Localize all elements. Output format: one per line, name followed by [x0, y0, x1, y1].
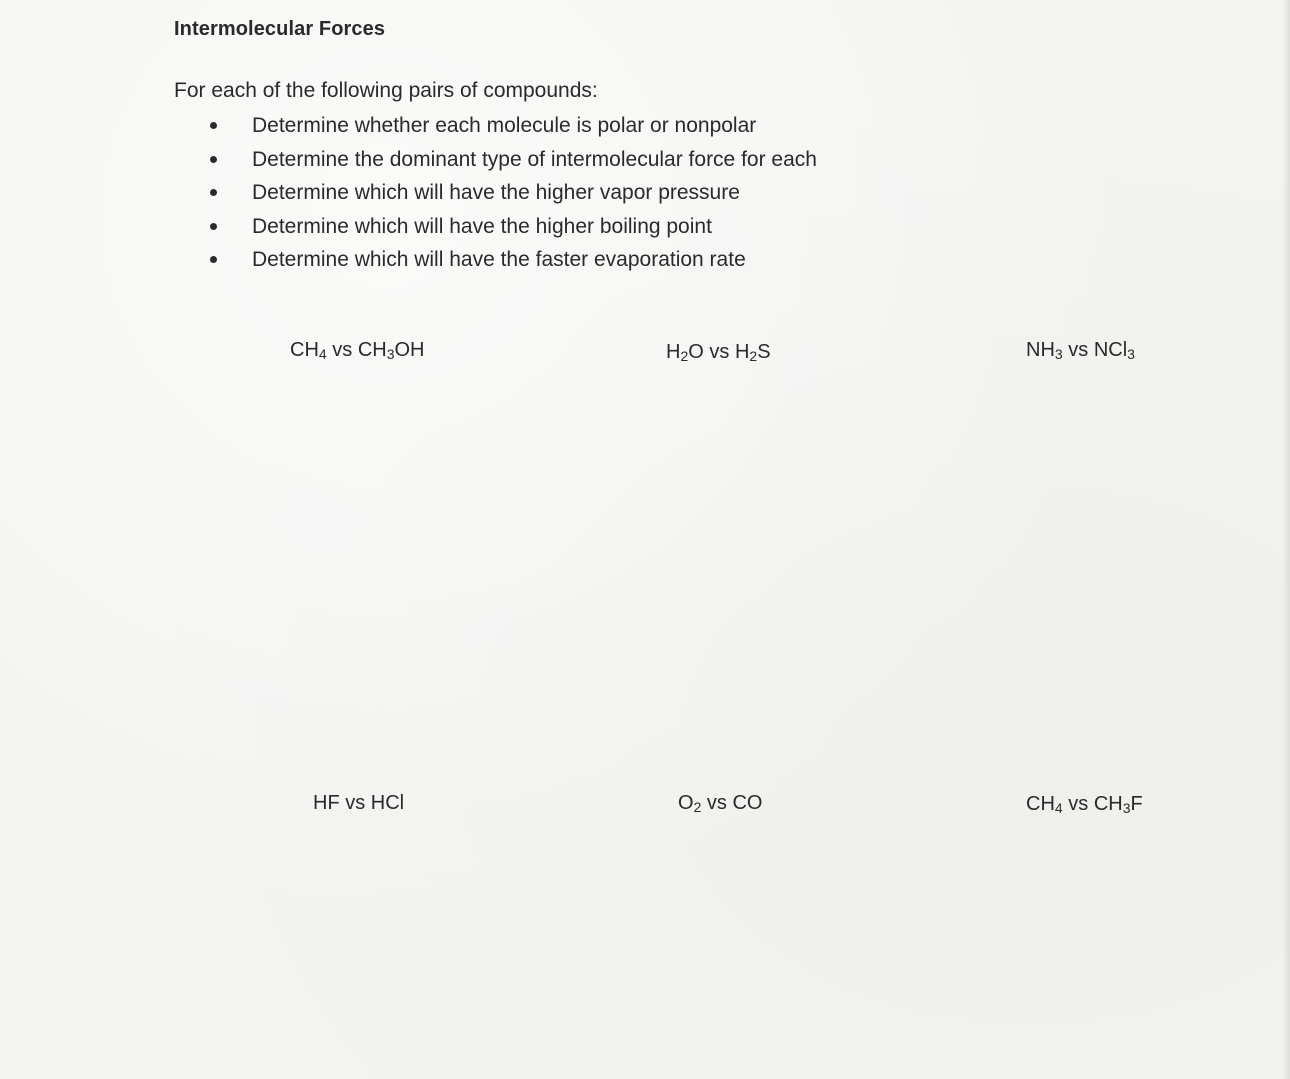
formula-a: [678, 792, 701, 814]
formula-subscript: 2: [693, 799, 702, 815]
bullet-icon: [210, 223, 217, 230]
formula-text: O: [688, 341, 704, 363]
page-edge-shadow: [1282, 0, 1290, 1079]
formula-subscript: 2: [680, 348, 689, 364]
formula-a: [666, 341, 704, 363]
compound-pair-ch4-ch3oh: [290, 339, 425, 362]
bullet-icon: [210, 189, 217, 196]
formula-text: O: [678, 792, 694, 814]
instruction-text: Determine which will have the faster evaporation rate: [252, 248, 746, 271]
vs-label: vs: [703, 341, 735, 363]
instruction-text: Determine which will have the higher vapor pressure: [252, 181, 740, 204]
compound-pair-hf-hcl: [313, 792, 404, 815]
formula-subscript: 4: [318, 346, 327, 362]
formula-text: S: [757, 341, 771, 363]
formula-subscript: 4: [1054, 800, 1063, 816]
bullet-icon: [210, 122, 217, 129]
formula-text: CH: [1026, 793, 1055, 815]
formula-text: NCl: [1093, 339, 1128, 361]
formula-text: CH: [290, 339, 319, 361]
formula-b: [732, 792, 762, 814]
compound-pair-h2o-h2s: [666, 341, 771, 364]
formula-subscript: 3: [1127, 346, 1135, 362]
bullet-icon: [210, 156, 217, 163]
instructions-intro: For each of the following pairs of compounds:: [174, 79, 598, 102]
formula-b: [371, 792, 404, 814]
formula-text: HF: [313, 792, 340, 814]
vs-label: vs: [339, 792, 371, 814]
formula-text: OH: [394, 339, 425, 361]
formula-subscript: 3: [386, 346, 395, 362]
vs-label: vs: [701, 792, 733, 814]
instruction-text: Determine whether each molecule is polar or nonpolar: [252, 114, 757, 137]
formula-text: CO: [732, 792, 763, 814]
formula-text: HCl: [370, 792, 405, 814]
formula-b: [1094, 793, 1143, 815]
instruction-text: Determine the dominant type of intermolecular force for each: [252, 147, 817, 171]
formula-a: [290, 339, 327, 361]
formula-a: [1026, 339, 1063, 361]
formula-text: F: [1130, 793, 1143, 815]
formula-text: H: [666, 341, 681, 363]
worksheet-title: Intermolecular Forces: [174, 18, 386, 40]
bullet-icon: [210, 256, 217, 263]
formula-subscript: 3: [1122, 800, 1131, 816]
formula-subscript: 2: [749, 348, 758, 364]
instruction-text: Determine which will have the higher boiling point: [252, 214, 712, 238]
formula-b: [1094, 339, 1135, 361]
vs-label: vs: [1062, 793, 1094, 815]
formula-text: CH: [1093, 793, 1123, 815]
formula-a: [313, 792, 340, 814]
formula-subscript: 3: [1054, 346, 1063, 362]
compound-pair-ch4-ch3f: [1026, 793, 1143, 816]
formula-b: [735, 341, 771, 363]
formula-text: NH: [1026, 339, 1055, 361]
vs-label: vs: [326, 339, 358, 361]
compound-pair-o2-co: [678, 792, 762, 815]
formula-a: [1026, 793, 1063, 815]
vs-label: vs: [1062, 339, 1094, 361]
formula-text: H: [734, 341, 750, 363]
compound-pair-nh3-ncl3: [1026, 339, 1135, 362]
formula-text: CH: [357, 339, 387, 361]
formula-b: [358, 339, 425, 361]
